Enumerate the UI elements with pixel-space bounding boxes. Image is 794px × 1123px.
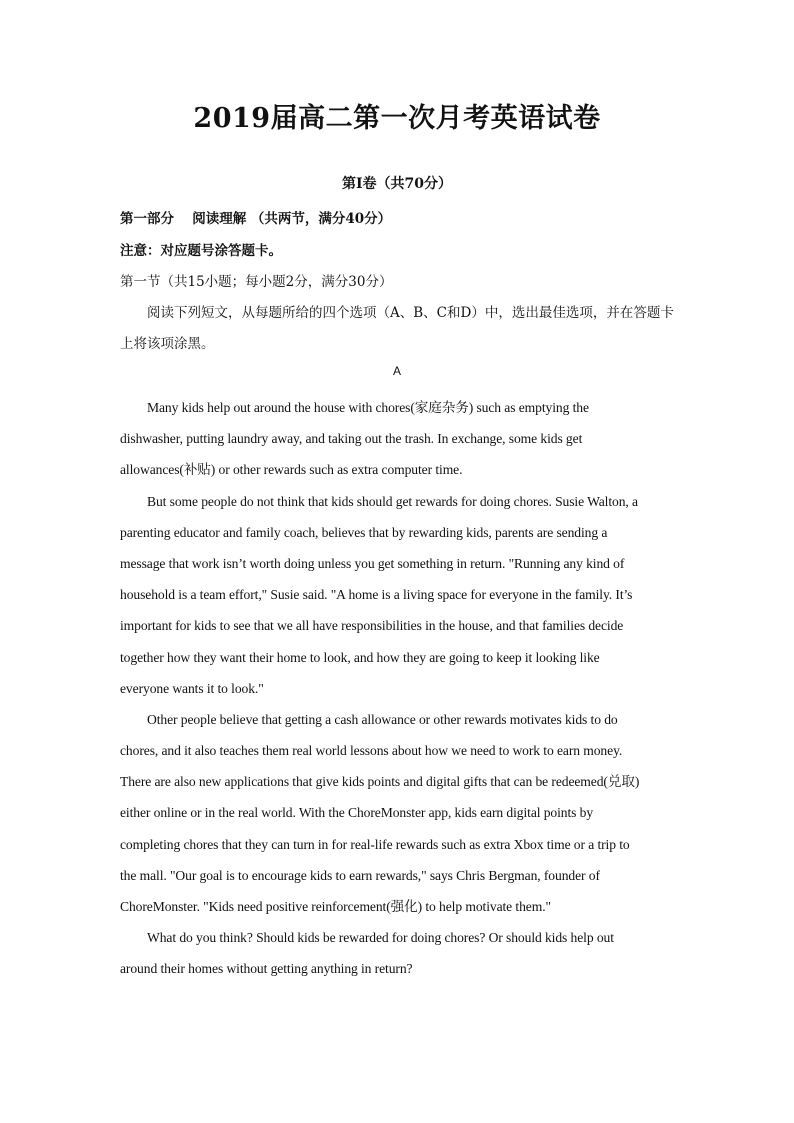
- passage-line: What do you think? Should kids be rewarded for doing chores? Or should kids help out: [147, 930, 614, 946]
- page-title: 2019届高二第一次月考英语试卷: [193, 103, 601, 134]
- passage-line: the mall. "Our goal is to encourage kids to earn rewards," says Chris Bergman, founder of: [120, 867, 600, 883]
- instruction-line-1: 阅读下列短文，从每题所给的四个选项（A、B、C和D）中，选出最佳选项，并在答题卡: [147, 305, 674, 321]
- passage-line: But some people do not think that kids should get rewards for doing chores. Susie Walton, a: [147, 493, 638, 509]
- passage-line: There are also new applications that give kids points and digital gifts that can be redeemed(兑取): [120, 774, 640, 790]
- passage-line: important for kids to see that we all have responsibilities in the house, and that families decide: [120, 618, 624, 634]
- passage-line: message that work isn’t worth doing unless you get something in return. "Running any kind of: [120, 555, 625, 571]
- passage-line: Many kids help out around the house with chores(家庭杂务) such as emptying the: [147, 400, 589, 415]
- passage-line: together how they want their home to look, and how they are going to keep it looking like: [120, 649, 600, 665]
- instruction-line-2: 上将该项涂黑。: [120, 336, 215, 352]
- passage-line: Other people believe that getting a cash allowance or other rewards motivates kids to do: [147, 711, 618, 727]
- section-heading: 第一节（共15小题；每小题2分，满分30分）: [120, 274, 393, 290]
- note-line: 注意：对应题号涂答题卡。: [120, 243, 282, 259]
- passage-label: A: [392, 364, 401, 378]
- passage-line: allowances(补贴) or other rewards such as extra computer time.: [120, 462, 463, 478]
- passage-line: ChoreMonster. "Kids need positive reinforcement(强化) to help motivate them.": [120, 899, 551, 914]
- passage-line: parenting educator and family coach, believes that by rewarding kids, parents are sending a: [120, 524, 608, 540]
- part-heading: 第一部分 阅读理解 （共两节，满分40分）: [120, 211, 392, 227]
- passage-line: chores, and it also teaches them real world lessons about how we need to work to earn money.: [120, 743, 623, 759]
- passage-line: around their homes without getting anything in return?: [120, 961, 413, 977]
- passage-line: everyone wants it to look.": [120, 680, 264, 696]
- passage-a: [120, 392, 668, 985]
- passage-line: household is a team effort," Susie said. "A home is a living space for everyone in the family. It’s: [120, 587, 633, 603]
- passage-line: dishwasher, putting laundry away, and taking out the trash. In exchange, some kids get: [120, 431, 583, 447]
- passage-line: completing chores that they can turn in for real-life rewards such as extra Xbox time or a trip to: [120, 836, 630, 852]
- volume-subtitle: 第I卷（共70分）: [341, 176, 453, 192]
- passage-line: either online or in the real world. With the ChoreMonster app, kids earn digital points by: [120, 805, 594, 821]
